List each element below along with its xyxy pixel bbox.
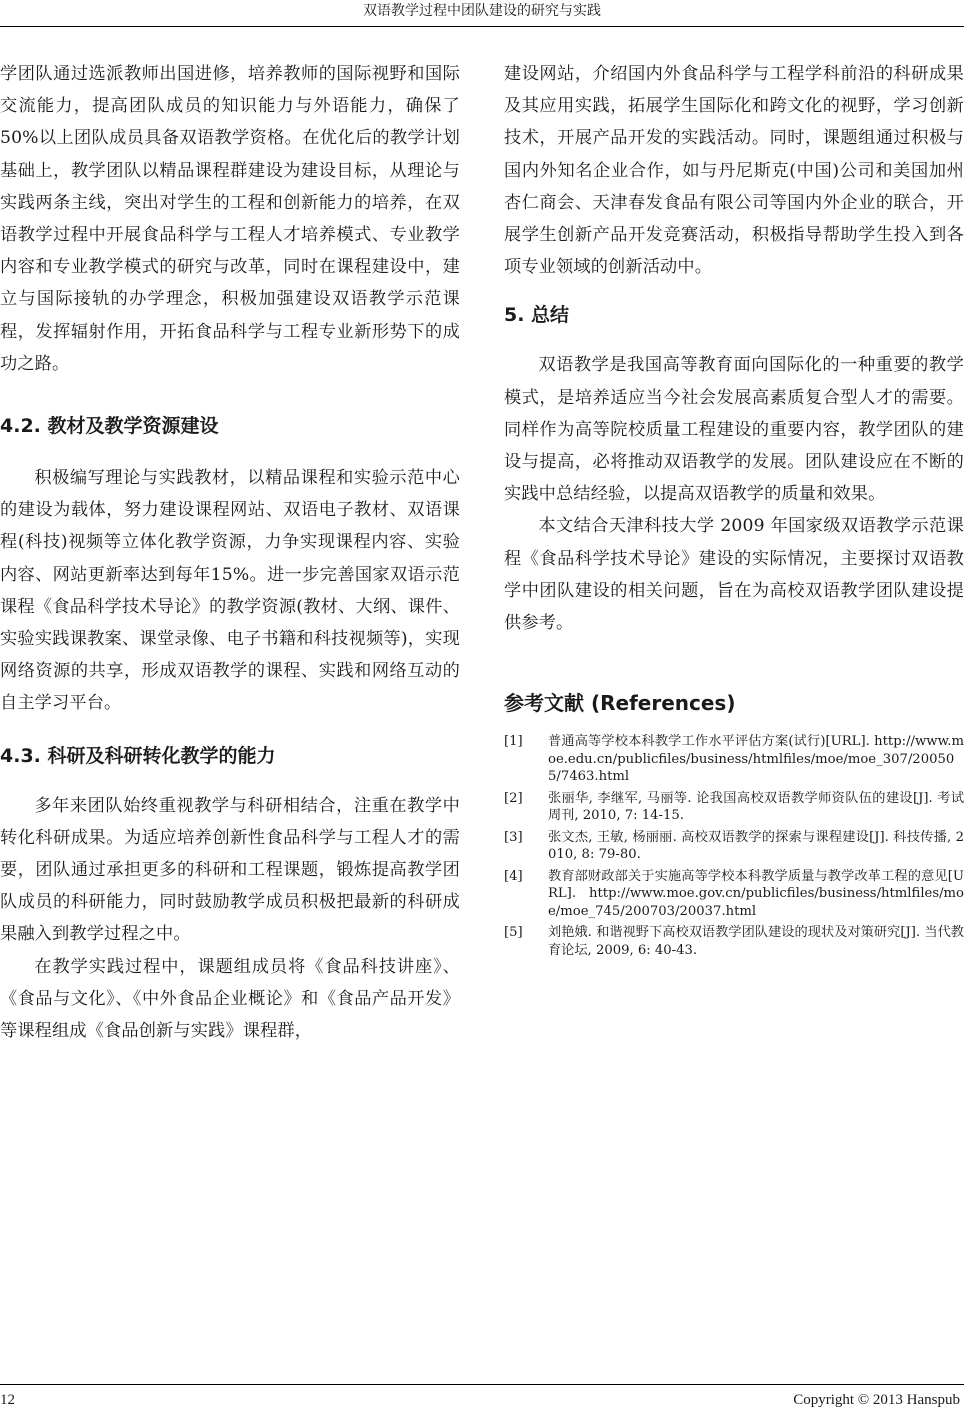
- running-header: [0, 0, 964, 27]
- body-paragraph: 积极编写理论与实践教材，以精品课程和实验示范中心的建设为载体，努力建设课程网站、双语电子教材、双语课程(科技)视频等立体化教学资源，力争实现课程内容、实验内容、网站更新率达到每年15%。进一步完善国家双语示范课程《食品科学技术导论》的教学资源(教材、大纲、课件、实验实践课教案、课堂录像、电子书籍和科技视频等)，实现网络资源的共享，形成双语教学的课程、实践和网络互动的自主学习平台。: [0, 468, 460, 714]
- reference-number: [5]: [504, 925, 523, 941]
- reference-text: 教育部财政部关于实施高等学校本科教学质量与教学改革工程的意见[URL]. http://www.moe.gov.cn/publicfiles/business/htmlfiles/moe/moe_745/200703/20037.html: [548, 868, 964, 919]
- section-heading-4-2: 4.2. 教材及教学资源建设: [0, 415, 219, 438]
- reference-item: [504, 790, 964, 825]
- reference-text: 普通高等学校本科教学工作水平评估方案(试行)[URL]. http://www.moe.edu.cn/publicfiles/business/htmlfiles/moe/moe_307/200505/7463.html: [548, 734, 964, 785]
- reference-item: [504, 924, 964, 959]
- section-heading-5: 5. 总结: [504, 304, 570, 327]
- body-paragraph: 本文结合天津科技大学 2009 年国家级双语教学示范课程《食品科学技术导论》建设的实际情况，主要探讨双语教学中团队建设的相关问题，旨在为高校双语教学团队建设提供参考。: [504, 516, 964, 634]
- reference-text: 刘艳娥. 和谐视野下高校双语教学团队建设的现状及对策研究[J]. 当代教育论坛, 2009, 6: 40-43.: [548, 925, 964, 958]
- section-heading-4-3: 4.3. 科研及科研转化教学的能力: [0, 744, 276, 767]
- body-paragraph: 在教学实践过程中，课题组成员将《食品科技讲座》、《食品与文化》、《中外食品企业概论》和《食品产品开发》等课程组成《食品创新与实践》课程群，: [0, 956, 460, 1042]
- reference-number: [4]: [504, 868, 523, 884]
- copyright-notice: Copyright © 2013 Hanspub: [793, 1392, 960, 1408]
- references-heading: 参考文献 (References): [504, 691, 736, 716]
- reference-number: [3]: [504, 829, 523, 845]
- references-list: [504, 733, 964, 959]
- reference-text: 张文杰, 王敏, 杨丽丽. 高校双语教学的探索与课程建设[J]. 科技传播, 2010, 8: 79-80.: [548, 829, 964, 863]
- reference-item: [504, 733, 964, 786]
- reference-number: [1]: [504, 734, 523, 750]
- page-footer: [0, 1384, 964, 1415]
- right-column: [504, 58, 964, 963]
- page-number: 12: [0, 1392, 15, 1408]
- body-paragraph: 学团队通过选派教师出国进修，培养教师的国际视野和国际交流能力，提高团队成员的知识能力与外语能力，确保了50%以上团队成员具备双语教学资格。在优化后的教学计划基础上，教学团队以精品课程群建设为建设目标，从理论与实践两条主线，突出对学生的工程和创新能力的培养，在双语教学过程中开展食品科学与工程人才培养模式、专业教学内容和专业教学模式的研究与改革，同时在课程建设中，建立与国际接轨的办学理念，积极加强建设双语教学示范课程，发挥辐射作用，开拓食品科学与工程专业新形势下的成功之路。: [0, 64, 460, 374]
- reference-text: 张丽华, 李继军, 马丽等. 论我国高校双语教学师资队伍的建设[J]. 考试周刊, 2010, 7: 14-15.: [548, 790, 964, 824]
- reference-item: [504, 868, 964, 921]
- body-paragraph: 建设网站，介绍国内外食品科学与工程学科前沿的科研成果及其应用实践，拓展学生国际化和跨文化的视野，学习创新技术，开展产品开发的实践活动。同时，课题组通过积极与国内外知名企业合作，如与丹尼斯克(中国)公司和美国加州杏仁商会、天津春发食品有限公司等国内外企业的联合，开展学生创新产品开发竞赛活动，积极指导帮助学生投入到各项专业领域的创新活动中。: [504, 64, 964, 278]
- left-column: [0, 58, 460, 1047]
- body-paragraph: 双语教学是我国高等教育面向国际化的一种重要的教学模式，是培养适应当今社会发展高素质复合型人才的需要。同样作为高等院校质量工程建设的重要内容，教学团队的建设与提高，必将推动双语教学的发展。团队建设应在不断的实践中总结经验，以提高双语教学的质量和效果。: [504, 355, 964, 505]
- body-paragraph: 多年来团队始终重视教学与科研相结合，注重在教学中转化科研成果。为适应培养创新性食品科学与工程人才的需要，团队通过承担更多的科研和工程课题，锻炼提高教学团队成员的科研能力，同时鼓励教学成员积极把最新的科研成果融入到教学过程之中。: [0, 795, 460, 945]
- running-title: 双语教学过程中团队建设的研究与实践: [363, 3, 601, 19]
- reference-number: [2]: [504, 790, 523, 806]
- reference-item: [504, 829, 964, 864]
